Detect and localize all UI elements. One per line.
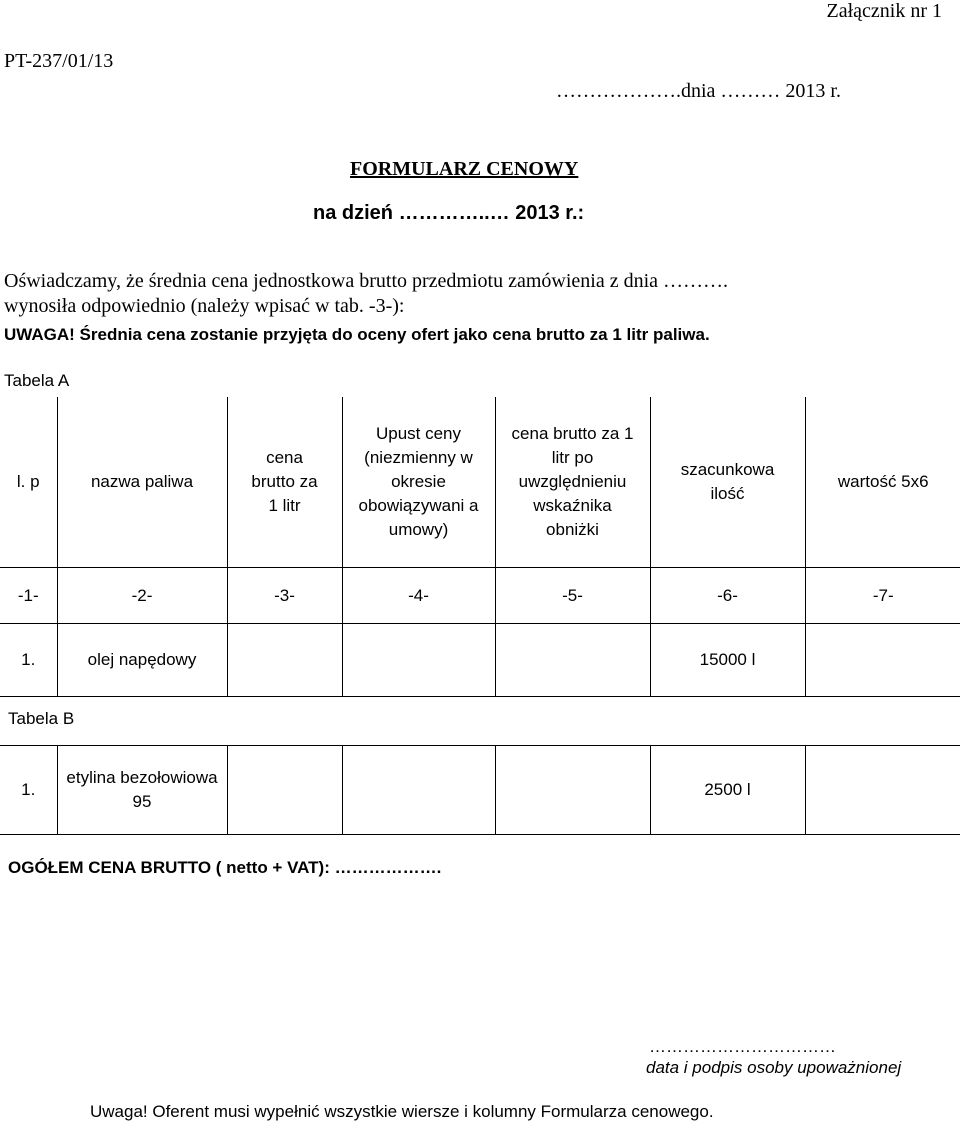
row-fuel-name: etylina bezołowiowa 95	[66, 768, 218, 811]
reference-number: PT-237/01/13	[4, 50, 114, 72]
price-after-discount-input-cell[interactable]	[495, 746, 650, 835]
row-quantity: 15000 l	[650, 624, 805, 697]
total-gross-price: OGÓŁEM CENA BRUTTO ( netto + VAT): ……………….	[8, 858, 442, 877]
value-input-cell[interactable]	[805, 624, 960, 697]
table-b-caption: Tabela B	[8, 709, 75, 728]
footer-note: Uwaga! Oferent musi wypełnić wszystkie wiersze i kolumny Formularza cenowego.	[90, 1102, 714, 1121]
header-fuel-name: nazwa paliwa	[57, 397, 227, 568]
header-estimated-quantity: szacunkowa ilość	[680, 460, 775, 503]
header-price-per-litre: cena brutto za 1 litr	[251, 448, 318, 515]
header-lp: l. p	[0, 397, 57, 568]
price-input-cell[interactable]	[227, 746, 342, 835]
row-quantity: 2500 l	[650, 746, 805, 835]
row-lp: 1.	[0, 624, 57, 697]
signature-caption: data i podpis osoby upoważnionej	[646, 1058, 902, 1077]
column-number: -4-	[342, 568, 495, 624]
column-number: -7-	[805, 568, 960, 624]
form-title: FORMULARZ CENOWY	[350, 158, 579, 180]
header-discount: Upust ceny (niezmienny w okresie obowiązywani a umowy)	[358, 424, 479, 539]
discount-input-cell[interactable]	[342, 624, 495, 697]
table-row	[0, 624, 960, 697]
row-fuel-name: olej napędowy	[57, 624, 227, 697]
price-input-cell[interactable]	[227, 624, 342, 697]
header-price-after-discount: cena brutto za 1 litr po uwzględnieniu wskaźnika obniżki	[511, 424, 634, 539]
table-a	[0, 397, 960, 697]
warning-note: UWAGA! Średnia cena zostanie przyjęta do oceny ofert jako cena brutto za 1 litr paliwa.	[4, 325, 710, 344]
price-after-discount-input-cell[interactable]	[495, 624, 650, 697]
declaration-line-1: Oświadczamy, że średnia cena jednostkowa brutto przedmiotu zamówienia z dnia ……….	[4, 270, 729, 292]
column-number: -2-	[57, 568, 227, 624]
discount-input-cell[interactable]	[342, 746, 495, 835]
declaration-line-2: wynosiła odpowiednio (należy wpisać w tab. -3-):	[4, 295, 405, 317]
signature-dots: ……………………………	[649, 1037, 836, 1056]
row-lp: 1.	[0, 746, 57, 835]
form-subtitle: na dzień …………..… 2013 r.:	[313, 202, 585, 224]
table-a-header-row	[0, 397, 960, 568]
column-number: -6-	[650, 568, 805, 624]
column-number: -1-	[0, 568, 57, 624]
table-b	[0, 745, 960, 835]
column-number: -5-	[495, 568, 650, 624]
table-a-column-numbers	[0, 568, 960, 624]
header-value: wartość 5x6	[805, 397, 960, 568]
column-number: -3-	[227, 568, 342, 624]
table-row	[0, 746, 960, 835]
value-input-cell[interactable]	[805, 746, 960, 835]
date-line: ……………….dnia ……… 2013 r.	[556, 80, 841, 102]
table-a-caption: Tabela A	[4, 371, 70, 390]
attachment-label: Załącznik nr 1	[826, 0, 942, 22]
